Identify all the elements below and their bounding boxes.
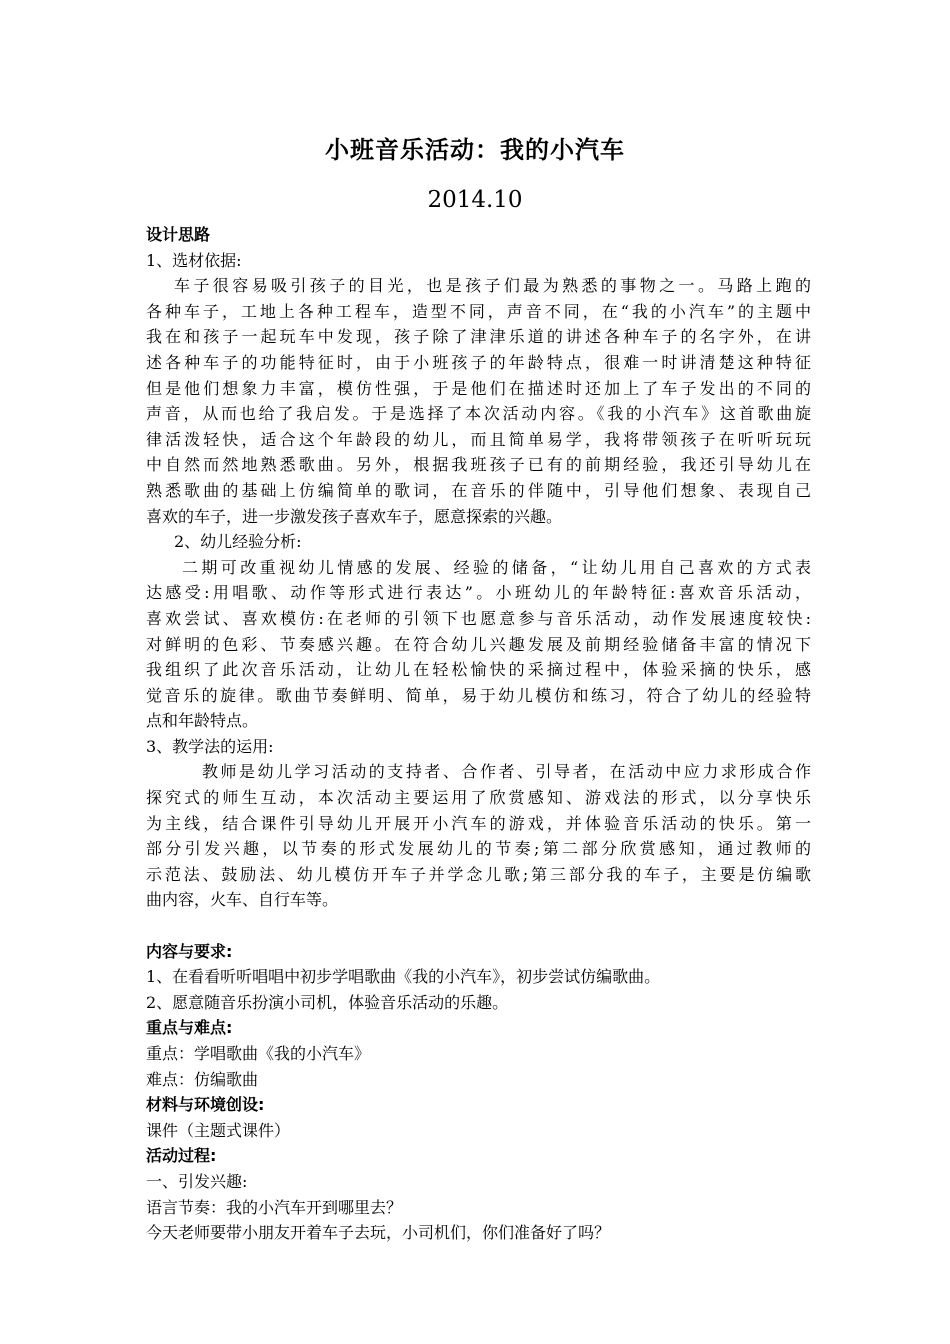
section-2-heading: 2、幼儿经验分析: — [174, 532, 302, 552]
paragraph-line: 示范法、鼓励法、幼儿模仿开车子并学念儿歌;第三部分我的车子，主要是仿编歌 — [146, 864, 811, 884]
material-text: 课件（主题式课件） — [146, 1120, 291, 1140]
content-heading: 内容与要求: — [146, 941, 233, 961]
paragraph-line: 曲内容，火车、自行车等。 — [146, 890, 339, 910]
paragraph-line: 为主线，结合课件引导幼儿开展开小汽车的游戏，并体验音乐活动的快乐。第一 — [146, 813, 811, 833]
paragraph-line: 车子很容易吸引孩子的目光，也是孩子们最为熟悉的事物之一。马路上跑的 — [174, 276, 811, 296]
process-heading: 活动过程: — [146, 1146, 217, 1166]
section-3-heading: 3、教学法的运用: — [146, 736, 274, 756]
process-step: 今天老师要带小朋友开着车子去玩，小司机们，你们准备好了吗？ — [146, 1223, 611, 1243]
process-step: 语言节奏：我的小汽车开到哪里去？ — [146, 1197, 403, 1217]
paragraph-line: 二期可改重视幼儿情感的发展、经验的储备，“让幼儿用自己喜欢的方式表 — [182, 557, 811, 577]
blank-line — [146, 913, 811, 939]
paragraph-line: 喜欢尝试、喜欢模仿:在老师的引领下也愿意参与音乐活动，动作发展速度较快: — [146, 608, 811, 628]
paragraph-line: 教师是幼儿学习活动的支持者、合作者、引导者，在活动中应力求形成合作 — [202, 762, 811, 782]
design-heading: 设计思路 — [146, 225, 211, 244]
paragraph-line: 达感受:用唱歌、动作等形式进行表达”。小班幼儿的年龄特征:喜欢音乐活动， — [146, 583, 811, 603]
key-heading: 重点与难点: — [146, 1018, 233, 1038]
difficulty-point: 难点：仿编歌曲 — [146, 1069, 259, 1089]
paragraph-line: 对鲜明的色彩、节奏感兴趣。在符合幼儿兴趣发展及前期经验储备丰富的情况下 — [146, 634, 811, 654]
content-item: 1、在看看听听唱唱中初步学唱歌曲《我的小汽车》，初步尝试仿编歌曲。 — [146, 967, 661, 987]
paragraph-line: 点和年龄特点。 — [146, 711, 259, 731]
paragraph-line: 探究式的师生互动，本次活动主要运用了欣赏感知、游戏法的形式，以分享快乐 — [146, 788, 811, 808]
paragraph-line: 但是他们想象力丰富，模仿性强，于是他们在描述时还加上了车子发出的不同的 — [146, 378, 811, 398]
content-item: 2、愿意随音乐扮演小司机，体验音乐活动的乐趣。 — [146, 992, 509, 1012]
document-title: 小班音乐活动：我的小汽车 — [325, 136, 625, 164]
material-heading: 材料与环境创设: — [146, 1095, 265, 1115]
paragraph-line: 中自然而然地熟悉歌曲。另外，根据我班孩子已有的前期经验，我还引导幼儿在 — [146, 455, 811, 475]
key-point: 重点：学唱歌曲《我的小汽车》 — [146, 1044, 371, 1063]
process-step: 一、引发兴趣: — [146, 1171, 248, 1191]
paragraph-line: 熟悉歌曲的基础上仿编简单的歌词，在音乐的伴随中，引导他们想象、表现自己 — [146, 480, 811, 500]
paragraph-line: 部分引发兴趣，以节奏的形式发展幼儿的节奏;第二部分欣赏感知，通过教师的 — [146, 839, 811, 859]
paragraph-line: 述各种车子的功能特征时，由于小班孩子的年龄特点，很难一时讲清楚这种特征 — [146, 352, 811, 372]
paragraph-line: 觉音乐的旋律。歌曲节奏鲜明、简单，易于幼儿模仿和练习，符合了幼儿的经验特 — [146, 685, 811, 705]
document-body — [146, 222, 811, 1246]
section-1-heading: 1、选材依据: — [146, 250, 242, 270]
paragraph-line: 声音，从而也给了我启发。于是选择了本次活动内容。《我的小汽车》这首歌曲旋 — [146, 404, 811, 424]
paragraph-line: 喜欢的车子，进一步激发孩子喜欢车子，愿意探索的兴趣。 — [146, 506, 563, 526]
paragraph-line: 我组织了此次音乐活动，让幼儿在轻松愉快的采摘过程中，体验采摘的快乐，感 — [146, 660, 811, 680]
paragraph-line: 我在和孩子一起玩车中发现，孩子除了津津乐道的讲述各种车子的名字外，在讲 — [146, 327, 811, 347]
paragraph-line: 各种车子，工地上各种工程车，造型不同，声音不同，在“我的小汽车”的主题中 — [146, 301, 811, 321]
paragraph-line: 律活泼轻快，适合这个年龄段的幼儿，而且简单易学，我将带领孩子在听听玩玩 — [146, 429, 811, 449]
document-date: 2014.10 — [427, 187, 523, 213]
